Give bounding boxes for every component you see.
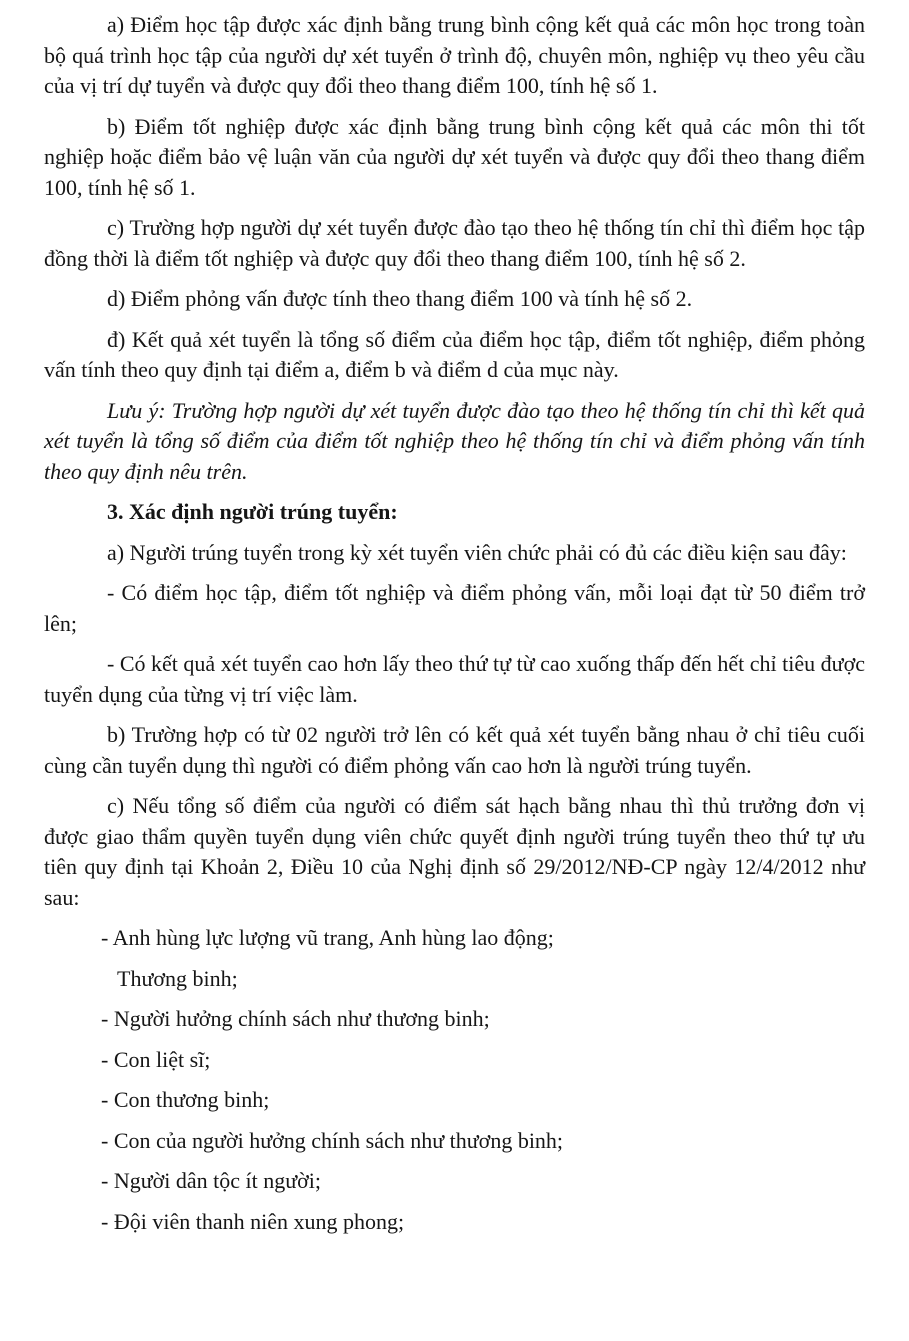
paragraph-dieu-kien: a) Người trúng tuyển trong kỳ xét tuyển viên chức phải có đủ các điều kiện sau đây: xyxy=(107,539,847,565)
list-item: - Con thương binh; xyxy=(101,1087,270,1112)
list-item: - Người dân tộc ít người; xyxy=(101,1168,322,1193)
section-heading: 3. Xác định người trúng tuyển: xyxy=(107,499,398,524)
list-item: Thương binh; xyxy=(117,965,238,991)
paragraph-dieu-kien-diem: - Có điểm học tập, điểm tốt nghiệp và điểm phỏng vấn, mỗi loại đạt từ 50 điểm trở lên; xyxy=(44,580,865,636)
list-item: - Anh hùng lực lượng vũ trang, Anh hùng lao động; xyxy=(101,925,554,950)
paragraph-diem-hoc-tap: a) Điểm học tập được xác định bằng trung bình cộng kết quả các môn học trong toàn bộ quá trình học tập của người dự xét tuyển ở trình độ, chuyên môn, nghiệp vụ theo yêu cầu của vị trí dự tuyển và được quy đổi theo thang điểm 100, tính hệ số 1. xyxy=(44,12,865,98)
list-item: - Người hưởng chính sách như thương binh; xyxy=(101,1006,490,1031)
paragraph-dieu-kien-thu-tu: - Có kết quả xét tuyển cao hơn lấy theo thứ tự từ cao xuống thấp đến hết chỉ tiêu được tuyển dụng của từng vị trí việc làm. xyxy=(44,651,865,707)
paragraph-tin-chi: c) Trường hợp người dự xét tuyển được đào tạo theo hệ thống tín chỉ thì điểm học tập đồng thời là điểm tốt nghiệp và được quy đổi theo thang điểm 100, tính hệ số 2. xyxy=(44,215,865,271)
paragraph-ket-qua-xet-tuyen: đ) Kết quả xét tuyển là tổng số điểm của điểm học tập, điểm tốt nghiệp, điểm phỏng vấn tính theo quy định tại điểm a, điểm b và điểm d của mục này. xyxy=(44,326,865,382)
list-item: - Con liệt sĩ; xyxy=(101,1046,211,1072)
list-item: - Đội viên thanh niên xung phong; xyxy=(101,1208,405,1234)
list-item: - Con của người hưởng chính sách như thương binh; xyxy=(101,1127,564,1153)
paragraph-uu-tien: c) Nếu tổng số điểm của người có điểm sát hạch bằng nhau thì thủ trưởng đơn vị được giao thẩm quyền tuyển dụng viên chức quyết định người trúng tuyển theo thứ tự ưu tiên quy định tại Khoản 2, Điều 10 của Nghị định số 29/2012/NĐ-CP ngày 12/4/2012 như sau: xyxy=(44,793,865,910)
paragraph-bang-nhau: b) Trường hợp có từ 02 người trở lên có kết quả xét tuyển bằng nhau ở chỉ tiêu cuối cùng cần tuyển dụng thì người có điểm phỏng vấn cao hơn là người trúng tuyển. xyxy=(44,722,865,778)
paragraph-diem-tot-nghiep: b) Điểm tốt nghiệp được xác định bằng trung bình cộng kết quả các môn thi tốt nghiệp hoặc điểm bảo vệ luận văn của người dự xét tuyển và được quy đổi theo thang điểm 100, tính hệ số 1. xyxy=(44,113,865,200)
note-paragraph: Lưu ý: Trường hợp người dự xét tuyển được đào tạo theo hệ thống tín chỉ thì kết quả xét tuyển là tổng số điểm của điểm tốt nghiệp theo hệ thống tín chỉ và điểm phỏng vấn tính theo quy định nêu trên. xyxy=(44,397,865,484)
paragraph-diem-phong-van: d) Điểm phỏng vấn được tính theo thang điểm 100 và tính hệ số 2. xyxy=(107,286,693,311)
